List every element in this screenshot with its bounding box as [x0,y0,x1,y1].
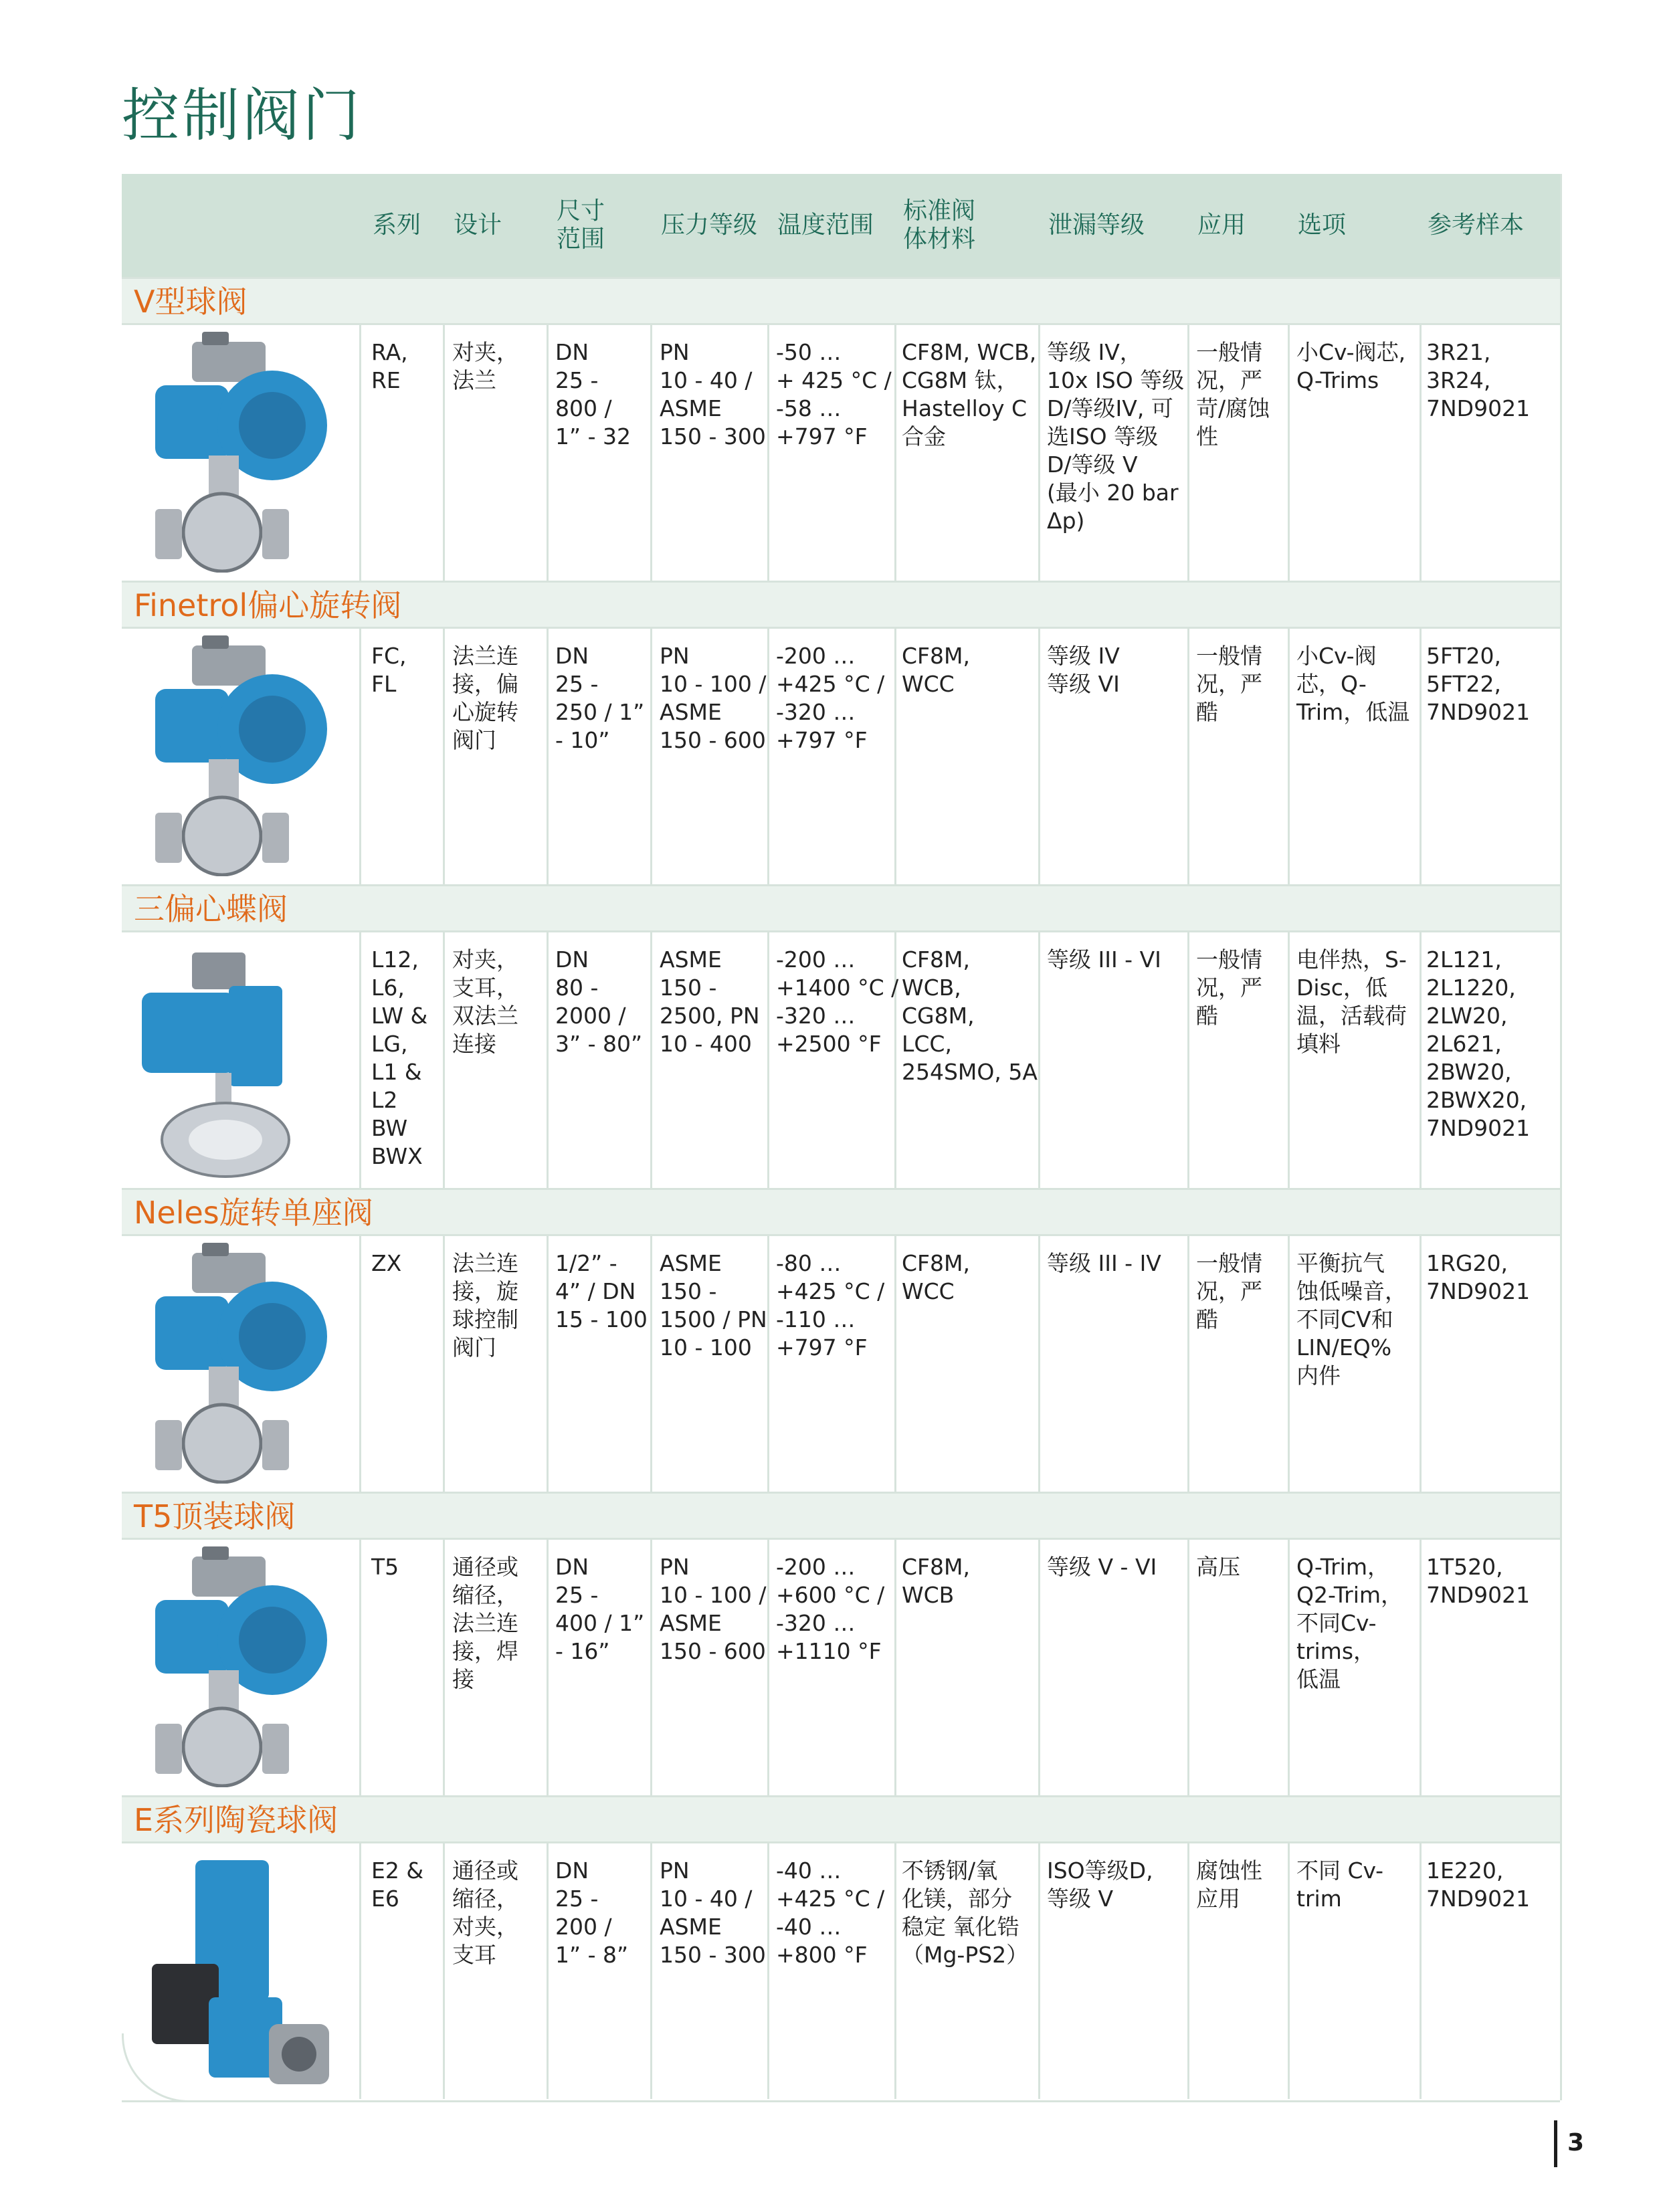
column-divider [1420,629,1422,884]
column-divider [767,1236,769,1492]
cell-leakage: 等级 V - VI [1047,1554,1157,1580]
column-divider [547,325,549,581]
cell-options: 平衡抗气 蚀低噪音， 不同CV和 LIN/EQ% 内件 [1296,1250,1407,1389]
table-row [122,1540,1560,1795]
column-divider [1038,1540,1040,1795]
column-divider [443,932,445,1188]
column-divider [359,1540,361,1795]
column-divider [1420,1843,1422,2099]
header-application: 应用 [1197,211,1246,239]
table-row [122,629,1560,884]
top-entry-ball-valve-image [122,1540,359,1795]
cell-reference: 1RG20, 7ND9021 [1426,1250,1531,1304]
cell-design: 法兰连 接，旋 球控制 阀门 [452,1250,518,1361]
cell-body-material: CF8M, WCC [902,643,970,697]
cell-body-material: 不锈钢/氧 化镁，部分 稳定 氧化锆 （Mg-PS2） [902,1857,1029,1968]
header-options: 选项 [1298,211,1347,239]
column-divider [650,1540,652,1795]
cell-options: 小Cv-阀芯, Q-Trims [1296,339,1406,393]
section-title-bar [122,1492,1560,1540]
table-row [122,325,1560,581]
column-divider [547,1236,549,1492]
cell-design: 通径或 缩径， 法兰连 接，焊 接 [452,1554,518,1692]
column-divider [547,932,549,1188]
section-title: 三偏心蝶阀 [134,891,288,927]
column-divider [650,325,652,581]
eccentric-rotary-valve-image [122,629,359,884]
cell-design: 通径或 缩径， 对夹， 支耳 [452,1857,518,1968]
valve-photo [128,635,349,876]
column-divider [1420,932,1422,1188]
cell-application: 腐蚀性 应用 [1196,1857,1262,1912]
header-reference: 参考样本 [1428,211,1525,239]
column-divider [650,932,652,1188]
cell-leakage: ISO等级D, 等级 V [1047,1857,1153,1912]
column-divider [767,1843,769,2099]
column-divider [1038,932,1040,1188]
v-port-ball-valve-image [122,325,359,581]
column-divider [767,629,769,884]
section-title: E系列陶瓷球阀 [134,1802,338,1838]
cell-temperature: -80 … +425 °C / -110 … +797 °F [776,1250,885,1361]
column-divider [650,1236,652,1492]
cell-series: FC, FL [371,643,407,697]
cell-size: DN 25 - 800 / 1” - 32 [555,339,631,449]
cell-size: DN 25 - 400 / 1” - 16” [555,1554,645,1664]
cell-temperature: -50 … + 425 °C / -58 … +797 °F [776,339,892,449]
valve-photo [128,332,349,573]
cell-temperature: -200 … +1400 °C / -320 … +2500 °F [776,946,899,1057]
column-divider [359,932,361,1188]
column-divider [1038,629,1040,884]
section-title: T5顶装球阀 [134,1498,296,1534]
cell-options: 小Cv-阀 芯，Q- Trim，低温 [1296,643,1410,725]
cell-options: Q-Trim， Q2-Trim， 不同Cv- trims， 低温 [1296,1554,1403,1692]
page-number: 3 [1567,2129,1585,2156]
column-divider [359,629,361,884]
column-divider [1288,1540,1290,1795]
column-divider [1288,325,1290,581]
column-divider [1288,1236,1290,1492]
column-divider [1038,1843,1040,2099]
cell-design: 对夹， 支耳， 双法兰 连接 [452,946,518,1057]
cell-reference: 2L121, 2L1220, 2LW20, 2L621, 2BW20, 2BWX20, 7ND9021 [1426,946,1531,1141]
column-divider [443,629,445,884]
cell-reference: 1E220, 7ND9021 [1426,1857,1531,1912]
cell-series: E2 & E6 [371,1857,424,1912]
cell-application: 一般情 况，严 酷 [1196,643,1262,725]
column-divider [1187,629,1189,884]
header-size: 尺寸 范围 [557,197,605,253]
column-divider [894,629,896,884]
column-divider [443,1540,445,1795]
cell-body-material: CF8M, WCB, CG8M, LCC, 254SMO, 5A [902,946,1038,1085]
cell-series: ZX [371,1250,402,1276]
section-title-bar [122,277,1560,325]
column-divider [443,1843,445,2099]
section-title: V型球阀 [134,284,248,320]
cell-pressure: PN 10 - 100 / ASME 150 - 600 [660,1554,767,1664]
column-divider [1420,325,1422,581]
page-number-rule [1554,2120,1557,2167]
cell-size: DN 80 - 2000 / 3” - 80” [555,946,643,1057]
cell-reference: 1T520, 7ND9021 [1426,1554,1531,1608]
cell-temperature: -40 … +425 °C / -40 … +800 °F [776,1857,885,1968]
cell-series: T5 [371,1554,399,1580]
page-title: 控制阀门 [122,82,363,149]
column-divider [650,1843,652,2099]
column-divider [894,1236,896,1492]
cell-leakage: 等级 III - IV [1047,1250,1161,1276]
column-divider [1038,1236,1040,1492]
cell-pressure: PN 10 - 40 / ASME 150 - 300 [660,1857,766,1968]
cell-pressure: PN 10 - 40 / ASME 150 - 300 [660,339,766,449]
table-header [122,174,1560,277]
column-divider [1288,629,1290,884]
cell-temperature: -200 … +600 °C / -320 … +1110 °F [776,1554,885,1664]
column-divider [650,629,652,884]
table-row [122,1843,1560,2099]
column-divider [1420,1540,1422,1795]
column-divider [1288,932,1290,1188]
header-design: 设计 [454,211,502,239]
column-divider [767,932,769,1188]
valve-photo [128,939,349,1180]
column-divider [1187,1236,1189,1492]
cell-size: DN 25 - 200 / 1” - 8” [555,1857,629,1968]
section-title-bar [122,1795,1560,1843]
column-divider [1187,325,1189,581]
column-divider [1187,932,1189,1188]
column-divider [359,1843,361,2099]
column-divider [359,325,361,581]
column-divider [443,325,445,581]
column-divider [547,1540,549,1795]
column-divider [1288,1843,1290,2099]
cell-series: RA, RE [371,339,408,393]
table-row [122,1236,1560,1492]
header-body-material: 标准阀 体材料 [903,197,976,253]
cell-size: DN 25 - 250 / 1” - 10” [555,643,645,753]
cell-design: 法兰连 接，偏 心旋转 阀门 [452,643,518,753]
cell-design: 对夹， 法兰 [452,339,518,393]
column-divider [894,325,896,581]
header-series: 系列 [373,211,421,239]
table-row [122,932,1560,1188]
valve-photo [128,1243,349,1484]
section-title-bar [122,581,1560,629]
column-divider [767,1540,769,1795]
section-title: Neles旋转单座阀 [134,1195,373,1231]
column-divider [1038,325,1040,581]
cell-reference: 3R21, 3R24, 7ND9021 [1426,339,1531,421]
valve-photo [128,1546,349,1787]
rotary-globe-valve-image [122,1236,359,1492]
cell-application: 一般情 况，严 酷 [1196,946,1262,1029]
column-divider [443,1236,445,1492]
cell-body-material: CF8M, WCB [902,1554,970,1608]
header-pressure: 压力等级 [661,211,758,239]
cell-size: 1/2” - 4” / DN 15 - 100 [555,1250,648,1332]
column-divider [1187,1843,1189,2099]
section-title: Finetrol偏心旋转阀 [134,587,402,623]
cell-options: 不同 Cv- trim [1296,1857,1384,1912]
header-leakage: 泄漏等级 [1048,211,1145,239]
cell-series: L12, L6, LW & LG, L1 & L2 BW BWX [371,946,428,1169]
triple-eccentric-butterfly-valve-image [122,932,359,1188]
section-title-bar [122,884,1560,932]
cell-application: 高压 [1196,1554,1240,1580]
column-divider [767,325,769,581]
cell-leakage: 等级 IV， 10x ISO 等级 D/等级IV, 可 选ISO 等级 D/等级 V (最小 20 bar Δp) [1047,339,1185,534]
cell-options: 电伴热，S- Disc，低 温，活载荷 填料 [1296,946,1407,1057]
cell-pressure: PN 10 - 100 / ASME 150 - 600 [660,643,767,753]
column-divider [894,1540,896,1795]
column-divider [547,1843,549,2099]
cell-application: 一般情 况，严 苛/腐蚀 性 [1196,339,1270,449]
cell-leakage: 等级 IV 等级 VI [1047,643,1120,697]
cell-body-material: CF8M, WCB, CG8M 钛， Hastelloy C 合金 [902,339,1037,449]
header-temperature: 温度范围 [777,211,874,239]
column-divider [894,1843,896,2099]
cell-leakage: 等级 III - VI [1047,946,1161,973]
table-right-border [1560,174,1562,2100]
section-title-bar [122,1188,1560,1236]
cell-pressure: ASME 150 - 1500 / PN 10 - 100 [660,1250,767,1361]
column-divider [547,629,549,884]
cell-application: 一般情 况，严 酷 [1196,1250,1262,1332]
column-divider [1420,1236,1422,1492]
cell-body-material: CF8M, WCC [902,1250,970,1304]
column-divider [359,1236,361,1492]
cell-temperature: -200 … +425 °C / -320 … +797 °F [776,643,885,753]
cell-reference: 5FT20, 5FT22, 7ND9021 [1426,643,1531,725]
column-divider [1187,1540,1189,1795]
cell-pressure: ASME 150 - 2500, PN 10 - 400 [660,946,760,1057]
